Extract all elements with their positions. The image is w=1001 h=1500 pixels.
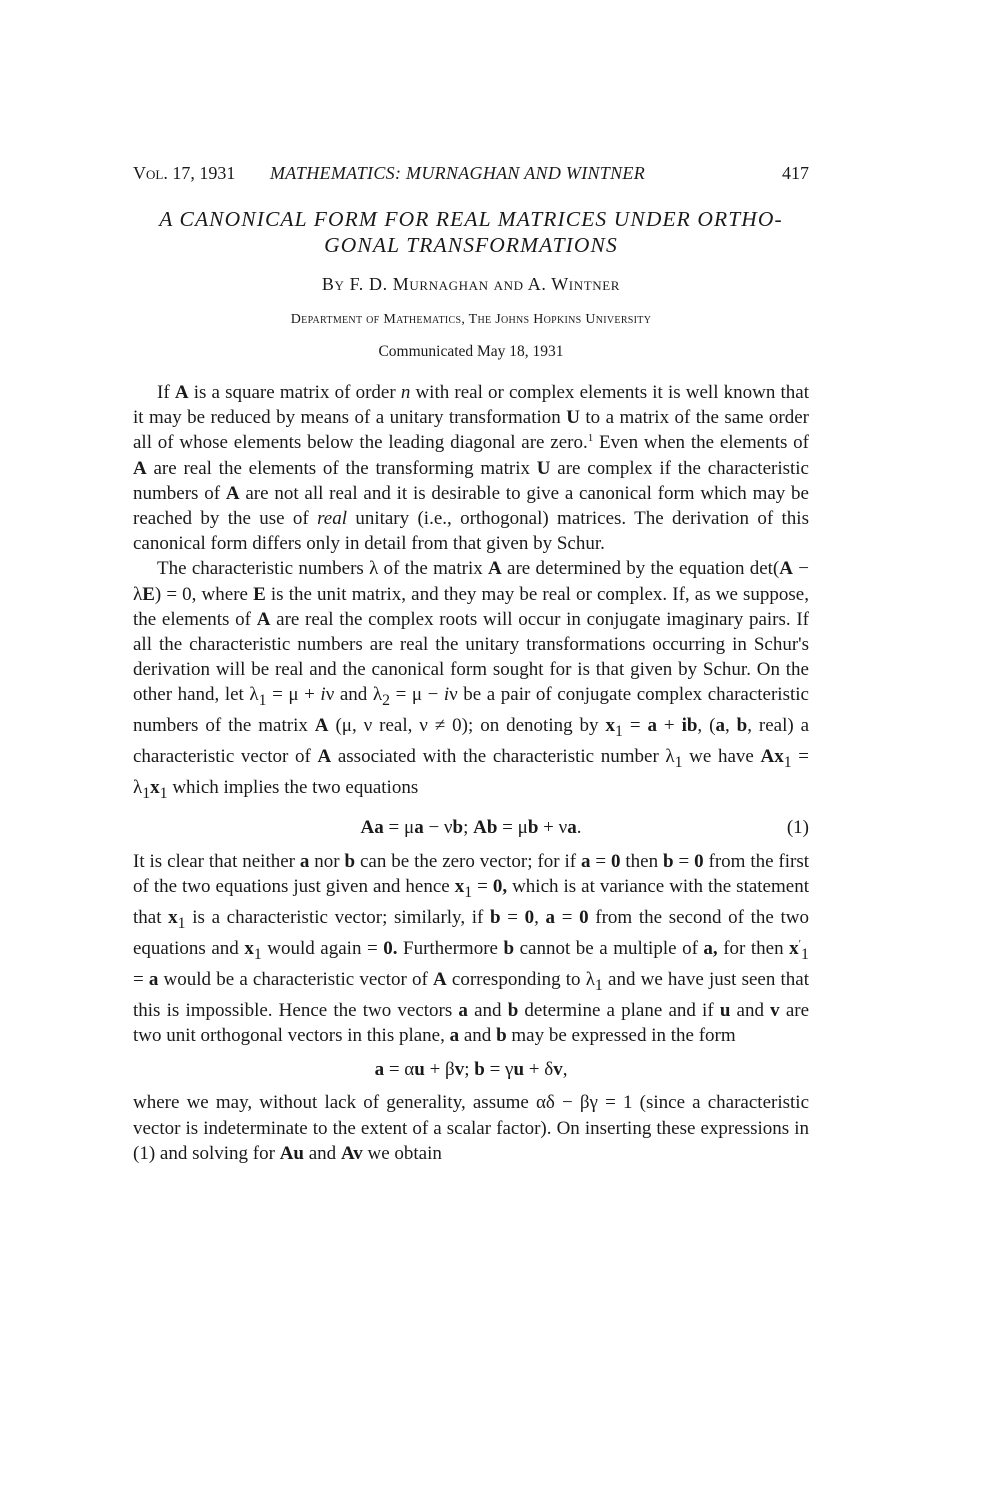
page-number: 417: [782, 163, 809, 183]
footnote-ref: 1: [587, 432, 594, 445]
equation-1: Aa = μa − νb; Ab = μb + νa. (1): [133, 815, 809, 840]
article-title: [133, 206, 809, 258]
communicated-date: Communicated May 18, 1931: [378, 343, 564, 360]
paragraph-4: where we may, without lack of generality, assume αδ − βγ = 1 (since a characteristic vector is indeterminate to the extent of a scalar factor). On inserting these expressions in (1) and solving for Au and Av we obtain: [133, 1092, 809, 1164]
authors: By F. D. Murnaghan and A. Wintner: [321, 274, 621, 294]
equation-number: (1): [786, 817, 809, 839]
paragraph-1: If A is a square matrix of order n with real or complex elements it is well known that it may be reduced by means of a unitary transformation U to a matrix of the same order all of whose elements below the leading diagonal are zero.$^1$ Even when the elements of A are real the elements of the transforming matrix U are complex if the characteristic numbers of A are not all real and it is desirable to give a canonical form which may be reached by the use of real unitary (i.e., orthogonal) matrices. The derivation of this canonical form differs only in detail from that given by Schur.: [133, 382, 810, 555]
volume-info: Vol. 17, 1931: [133, 163, 236, 183]
title-line-2: GONAL TRANSFORMATIONS: [324, 233, 618, 257]
running-head: [133, 163, 809, 187]
article-body: [133, 380, 809, 1166]
paragraph-3: It is clear that neither a nor b can be the zero vector; for if a = 0 then b = 0 from the first of the two equations just given and hence $x_1 = 0$, which is at variance with the statement that $x_1$ is a characteristic vector; similarly, if b = 0, a = 0 from the second of the two equations and $x_1$ would again = 0. Furthermore b cannot be a multiple of a, for then $x'_1 = a$ would be a characteristic vector of A corresponding to $\lambda_1$ and we have just seen that this is impossible. Hence the two vectors a and b determine a plane and if u and v are two unit orthogonal vectors in this plane, a and b may be expressed in the form: [133, 850, 810, 1047]
equation-2: a = αu + βv; b = γu + δv,: [374, 1059, 568, 1081]
running-title: MATHEMATICS: MURNAGHAN AND WINTNER: [270, 163, 646, 183]
title-line-1: A CANONICAL FORM FOR REAL MATRICES UNDER ORTHO-: [159, 207, 783, 231]
affiliation: Department of Mathematics, The Johns Hopkins University: [290, 312, 652, 327]
paragraph-2: The characteristic numbers λ of the matrix A are determined by the equation det(A − λE) = 0, where E is the unit matrix, and they may be real or complex. If, as we suppose, the elements of A are real the complex roots will occur in conjugate imaginary pairs. If all the characteristic numbers are real the unitary transformations occurring in Schur's derivation will be real and the canonical form sought for is that given by Schur. On the other hand, let $\lambda_1 = \mu + i\nu$ and $\lambda_2 = \mu - i\nu$ be a pair of conjugate complex characteristic numbers of the matrix A (μ, ν real, ν ≠ 0); on denoting by $x_1 = a$ + ib, (a, b, real) a characteristic vector of A associated with the characteristic number $\lambda_1$ we have $Ax_1 = \lambda_1x_1$ which implies the two equations: [133, 558, 810, 803]
